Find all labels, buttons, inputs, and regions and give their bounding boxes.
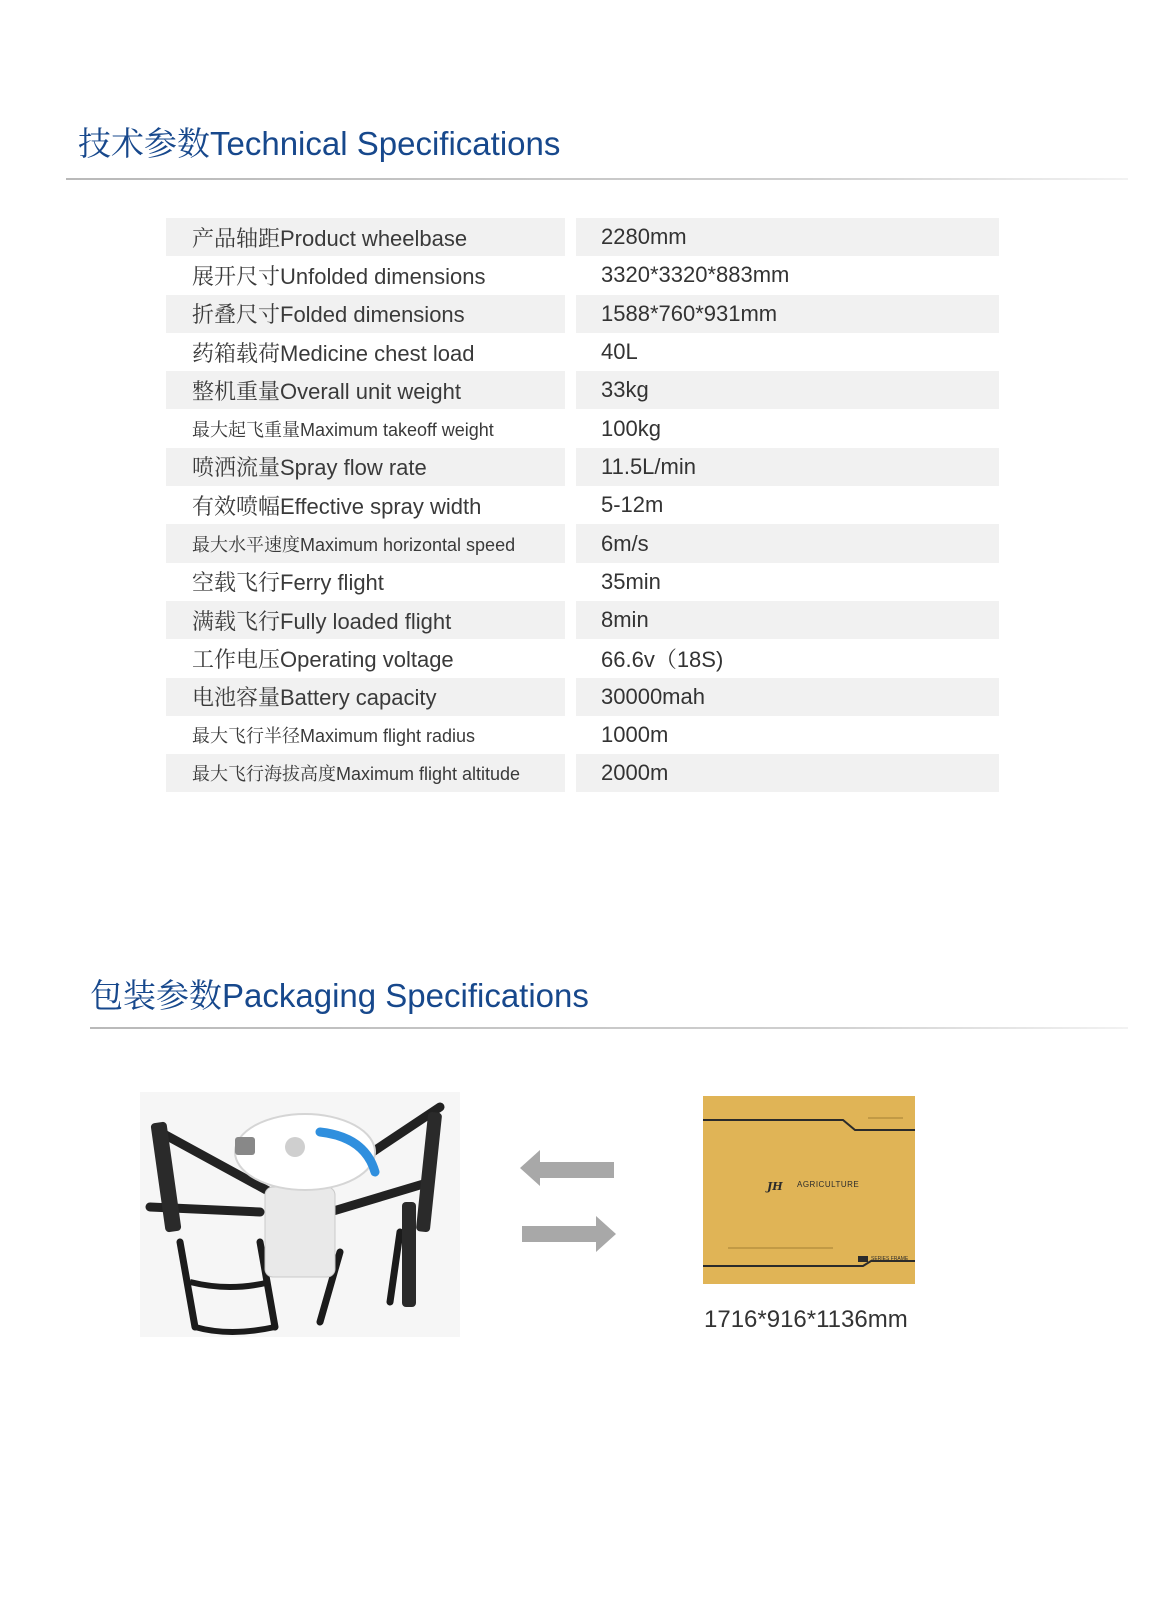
spec-label: 最大水平速度Maximum horizontal speed [166, 524, 565, 562]
spec-value: 2000m [576, 754, 999, 792]
exchange-arrows [520, 1148, 616, 1254]
spec-value: 35min [601, 568, 661, 594]
spec-label: 满载飞行Fully loaded flight [166, 601, 565, 639]
spec-value: 66.6v（18S) [601, 646, 724, 672]
spec-label: 喷洒流量Spray flow rate [166, 448, 565, 486]
table-row [166, 256, 999, 294]
spec-value: 2280mm [576, 218, 999, 256]
table-row [166, 639, 999, 677]
spec-label: 最大飞行海拔高度Maximum flight altitude [166, 754, 565, 792]
packaging-specs-title: 包装参数Packaging Specifications [90, 977, 589, 1014]
packaging-title-divider [90, 1027, 1128, 1029]
spec-value: 1588*760*931mm [576, 295, 999, 333]
spec-label: 产品轴距Product wheelbase [166, 218, 565, 256]
spec-value: 100kg [601, 415, 661, 441]
spec-label: 最大起飞重量Maximum takeoff weight [192, 419, 494, 440]
spec-label: 折叠尺寸Folded dimensions [166, 295, 565, 333]
spec-value: 8min [576, 601, 999, 639]
table-row [166, 448, 999, 486]
spec-label: 展开尺寸Unfolded dimensions [192, 263, 486, 289]
table-row [166, 678, 999, 716]
spec-value: 1000m [601, 722, 669, 747]
packaging-box-image [703, 1096, 915, 1284]
table-row [166, 563, 999, 601]
svg-text:JH: JH [767, 1180, 783, 1193]
spec-value: 6m/s [576, 524, 999, 562]
spec-label: 有效喷幅Effective spray width [192, 493, 482, 519]
technical-specs-title: 技术参数Technical Specifications [78, 125, 561, 162]
spec-label: 整机重量Overall unit weight [166, 371, 565, 409]
table-row [166, 601, 999, 639]
table-row [166, 524, 999, 562]
spec-value: 3320*3320*883mm [601, 262, 790, 288]
spec-label: 工作电压Operating voltage [192, 646, 454, 672]
technical-title-divider [66, 178, 1128, 180]
table-row [166, 333, 999, 371]
packaging-dimensions: 1716*916*1136mm [704, 1306, 908, 1333]
spec-value: 30000mah [576, 678, 999, 716]
spec-label: 空载飞行Ferry flight [192, 570, 384, 596]
technical-specs-table [166, 218, 999, 792]
box-brand-text: AGRICULTURE [797, 1180, 860, 1189]
arrow-right-icon [522, 1216, 616, 1252]
spec-value: 40L [601, 339, 638, 365]
table-row [166, 716, 999, 754]
spec-value: 5-12m [601, 492, 664, 518]
table-row [166, 409, 999, 447]
spec-value: 11.5L/min [576, 448, 999, 486]
table-row [166, 486, 999, 524]
table-row [166, 371, 999, 409]
spec-label: 药箱载荷Medicine chest load [192, 340, 475, 366]
table-row [166, 218, 999, 256]
box-series-tag: SERIES FRAME [871, 1256, 909, 1262]
spec-label: 最大飞行半径Maximum flight radius [192, 726, 476, 746]
table-row [166, 754, 999, 792]
spec-label: 电池容量Battery capacity [166, 678, 565, 716]
arrow-left-icon [520, 1150, 614, 1186]
spec-value: 33kg [576, 371, 999, 409]
table-row [166, 295, 999, 333]
drone-image [140, 1092, 460, 1337]
